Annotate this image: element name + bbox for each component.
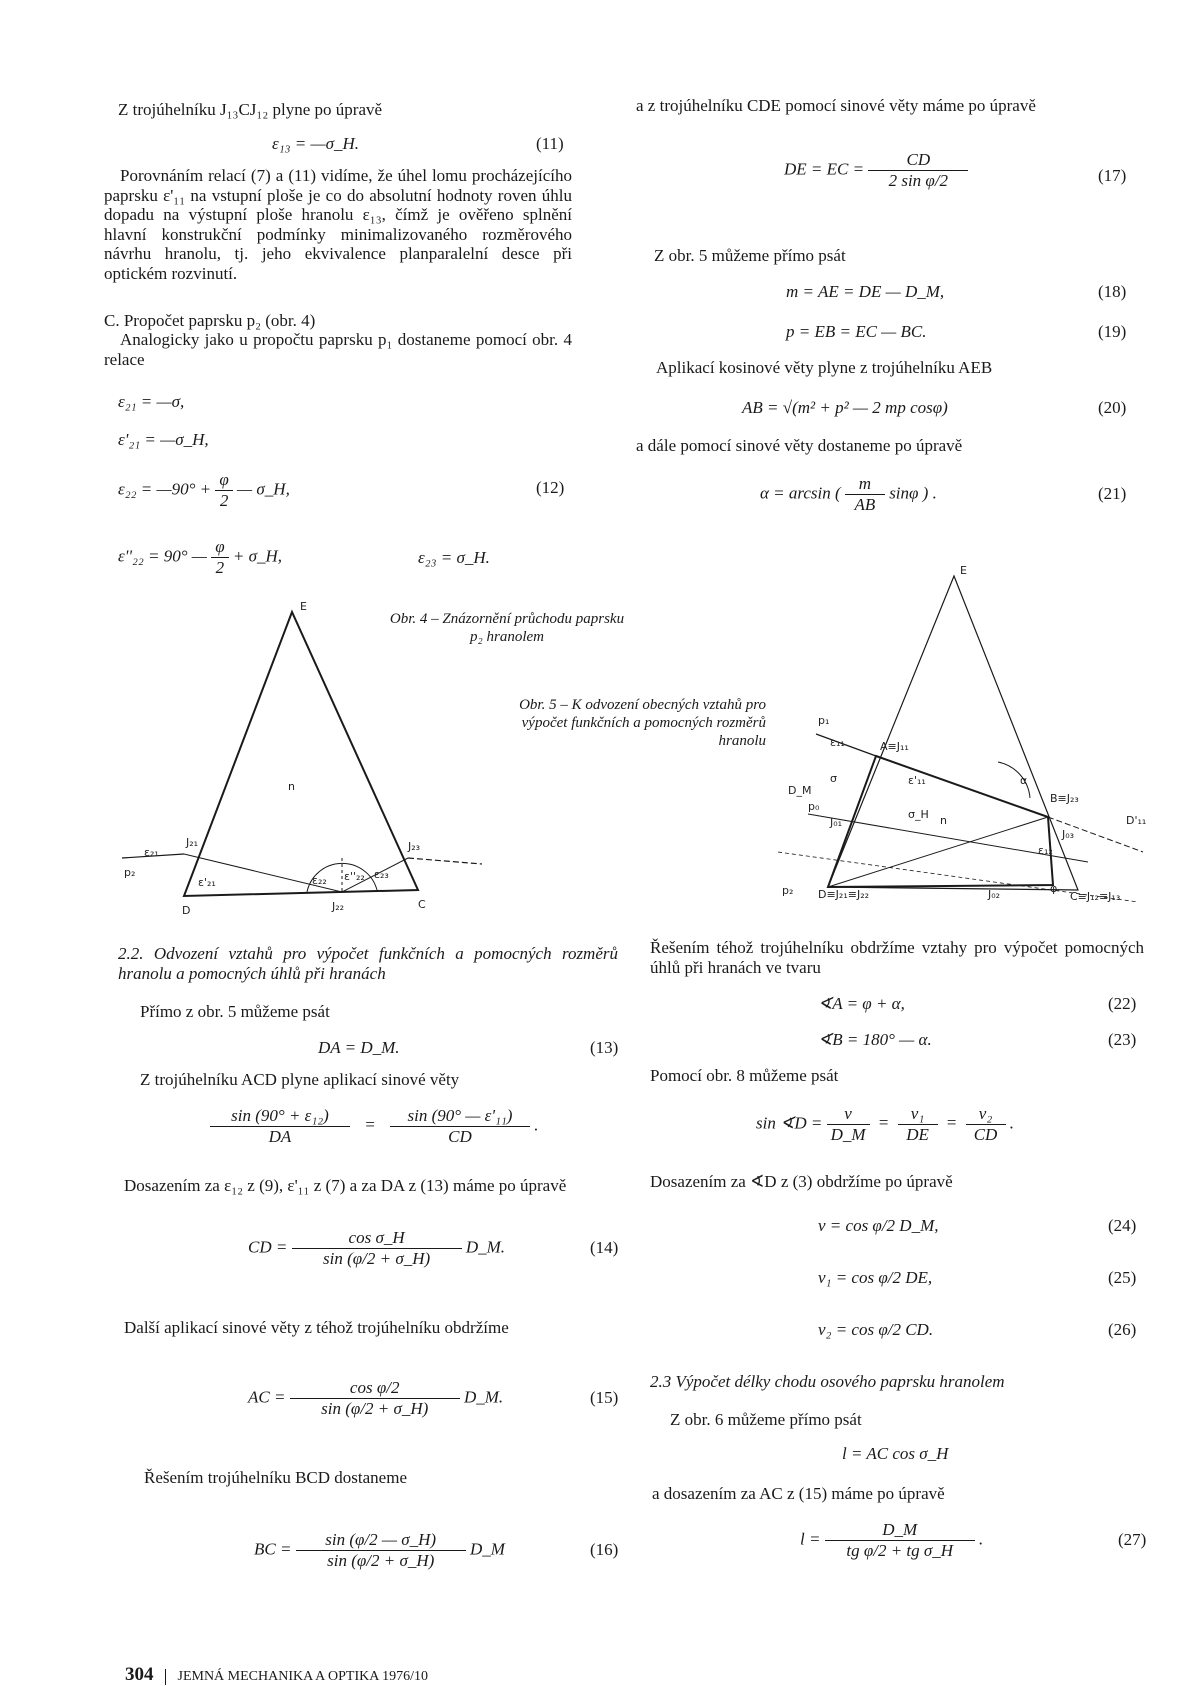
fig4-label-C: C [418,898,426,911]
eq13-number: (13) [590,1038,619,1057]
fig4-ray-out [408,858,482,864]
left-p5: Přímo z obr. 5 můžeme psát [140,1002,330,1021]
right-p1: a z trojúhelníku CDE pomocí sinové věty máme po úpravě [636,96,1036,115]
fig4-label-e23: ε₂₃ [374,868,389,881]
right-p4: a dále pomocí sinové věty dostaneme po úpravě [636,436,963,455]
eq18: m = AE = DE — D_M, [786,282,945,301]
fig5-label-D11p: D'₁₁ [1126,814,1147,827]
fig5-label-J03: J₀₃ [1062,828,1075,841]
left-p8: Další aplikací sinové věty z téhož trojúhelníku obdržíme [124,1318,509,1337]
eq12b: ε'₂₁ = —σ_H, [118,430,209,449]
fig4-label-e22pp: ε''₂₂ [344,870,365,883]
fig5-label-CJ: C≡J₁₂≡J₁₃ [1070,890,1121,903]
fig5-label-DM: D_M [788,784,812,797]
eq24: v = cos φ/2 D_M, [818,1216,939,1235]
right-p2: Z obr. 5 můžeme přímo psát [654,246,846,265]
eq12c: ε₂₂ = —90° + $\frac{\varphi}{2}$ — σ_H, [118,470,290,510]
eq27: l = $\frac{D\_M}{\text{tg φ/2 + tg σ\_H}}$ . [800,1520,984,1560]
fig4-label-e21: ε₂₁ [144,846,159,859]
eq-sine: $\frac{\text{sin (90° + ε₁₂)}}{DA}$ = $\frac{\text{sin (90° — ε'₁₁)}}{CD}$ . [210,1106,538,1147]
fig5-label-E: E [960,564,967,577]
eq17: DE = EC = $\frac{CD}{\text{2 sin φ/2}}$ [784,150,968,191]
journal-title: JEMNÁ MECHANIKA A OPTIKA 1976/10 [177,1669,428,1684]
eq15-number: (15) [590,1388,619,1407]
page-number: 304 [125,1664,154,1685]
left-p2: Porovnáním relací (7) a (11) vidíme, že úhel lomu procházejícího paprsku ε'₁₁ na vstupní ploše je co do absolutní hodnoty roven úhlu dopadu na výstupní ploše hranolu ε₁₃, čímž je ověřeno splnění hlavní konstrukční podmínky minimalizovaného rozměrového návrhu hranolu, tj. jeho ekvivalence planparalelní desce při optickém rozvinutí. [104,166,572,283]
eq26: v₂ = cos φ/2 CD. [818,1320,934,1339]
eq16: BC = $\frac{\sin (\varphi/2 — \sigma\_H)}{\sin (\varphi/2 + \sigma\_H)}$ D_M [254,1530,505,1570]
fig4-label-p2: p₂ [124,866,136,879]
left-p3: C. Propočet paprsku p₂ (obr. 4) [104,311,316,330]
fig5-label-e11: ε₁₁ [830,736,845,749]
fig5-label-n: n [940,814,947,827]
sec22-heading: 2.2. Odvození vztahů pro výpočet funkčních a pomocných rozměrů hranolu a pomocných úhlů při hranách [118,944,618,983]
right-p5: Řešením téhož trojúhelníku obdržíme vztahy pro výpočet pomocných úhlů při hranách ve tvaru [650,938,1144,977]
eq13: DA = D_M. [318,1038,400,1057]
fig5-label-phi: φ [1050,882,1058,895]
fig4-label-J22: J₂₂ [332,900,345,913]
fig4-prism [184,612,421,896]
right-p3: Aplikací kosinové věty plyne z trojúhelníku AEB [656,358,993,377]
fig5-caption: Obr. 5 – K odvození obecných vztahů pro výpočet funkčních a pomocných rozměrů hranolu [519,697,766,749]
eq26-number: (26) [1108,1320,1137,1339]
fig4-label-n: n [288,780,295,793]
fig5-label-e12: ε₁₂ [1038,844,1053,857]
eq21: α = arcsin ( $\frac{m}{AB}$ sinφ ) . [760,474,937,514]
left-p4: Analogicky jako u propočtu paprsku p₁ dostaneme pomocí obr. 4 relace [104,330,572,369]
eq21-number: (21) [1098,484,1127,503]
eq12-number: (12) [536,478,565,497]
fig5-label-BJ23: B≡J₂₃ [1050,792,1079,805]
left-p9: Řešením trojúhelníku BCD dostaneme [144,1468,407,1487]
left-p1: Z trojúhelníku J₁₃CJ₁₂ plyne po úpravě [118,100,383,119]
eq11: ε₁₃ = —σ_H. [272,134,360,153]
eq12d: ε''₂₂ = 90° — $\frac{\varphi}{2}$ + σ_H, [118,537,282,577]
fig5-prism [828,576,1078,890]
eq17-number: (17) [1098,166,1127,185]
right-p7: Dosazením za ∢D z (3) obdržíme po úpravě [650,1172,953,1191]
eq12e: ε₂₃ = σ_H. [418,548,490,567]
fig5-ray-p1 [816,734,876,756]
fig4-label-E: E [300,600,307,613]
fig5-label-p0: p₀ [808,800,820,813]
fig5-label-p2: p₂ [782,884,794,897]
eq25: v₁ = cos φ/2 DE, [818,1268,933,1287]
eq20-number: (20) [1098,398,1127,417]
fig5-label-e11p: ε'₁₁ [908,774,926,787]
eq23-number: (23) [1108,1030,1137,1049]
eq11-number: (11) [536,134,564,153]
fig4-label-e22: ε₂₂ [312,874,327,887]
eq22-number: (22) [1108,994,1137,1013]
eq14: CD = $\frac{\text{cos σ\_H}}{\sin (\varphi/2 + \sigma\_H)}$ D_M. [248,1228,506,1268]
eq12a: ε₂₁ = —σ, [118,392,185,411]
fig5-label-J02: J₀₂ [988,888,1001,901]
left-p7: Dosazením za ε₁₂ z (9), ε'₁₁ z (7) a za DA z (13) máme po úpravě [124,1176,567,1195]
fig5-label-alpha: α [1020,774,1028,787]
eq-sinD: sin ∢D = $\frac{v}{D\_M}$ = $\frac{\text{v₁}}{DE}$ = $\frac{\text{v₂}}{CD}$ . [756,1104,1015,1144]
fig4-label-e21p: ε'₂₁ [198,876,216,889]
fig5-label-sigma: σ [830,772,837,785]
eql: l = AC cos σ_H [842,1444,949,1463]
eq15: AC = $\frac{\text{cos φ/2}}{\sin (\varphi/2 + \sigma\_H)}$ D_M. [248,1378,504,1418]
fig5-ray-diag [828,817,1048,887]
fig4-label-D: D [182,904,191,917]
sec23-heading: 2.3 Výpočet délky chodu osového paprsku hranolem [650,1372,1005,1391]
fig4-label-J23: J₂₃ [408,840,421,853]
fig4-caption: Obr. 4 – Znázornění průchodu paprsku p₂ hranolem [389,611,625,645]
right-p8: Z obr. 6 můžeme přímo psát [670,1410,862,1429]
eq27-number: (27) [1118,1530,1147,1549]
eq20: AB = √(m² + p² — 2 mp cosφ) [742,398,948,417]
fig5-label-p1: p₁ [818,714,830,727]
fig5-label-J01: J₀₁ [830,816,843,829]
eq14-number: (14) [590,1238,619,1257]
eq23: ∢B = 180° — α. [818,1030,932,1049]
eq22: ∢A = φ + α, [818,994,905,1013]
figure-4 [112,600,492,920]
eq16-number: (16) [590,1540,619,1559]
figure-5 [768,562,1160,908]
eq25-number: (25) [1108,1268,1137,1287]
right-p6: Pomocí obr. 8 můžeme psát [650,1066,839,1085]
eq24-number: (24) [1108,1216,1137,1235]
fig5-label-AJ11: A≡J₁₁ [880,740,909,753]
fig5-label-DJ: D≡J₂₁≡J₂₂ [818,888,870,901]
eq18-number: (18) [1098,282,1127,301]
left-p6: Z trojúhelníku ACD plyne aplikací sinové věty [140,1070,460,1089]
right-p9: a dosazením za AC z (15) máme po úpravě [652,1484,945,1503]
fig4-label-J21: J₂₁ [186,836,199,849]
eq19-number: (19) [1098,322,1127,341]
eq19: p = EB = EC — BC. [786,322,927,341]
fig5-label-sigmaH: σ_H [908,808,929,821]
